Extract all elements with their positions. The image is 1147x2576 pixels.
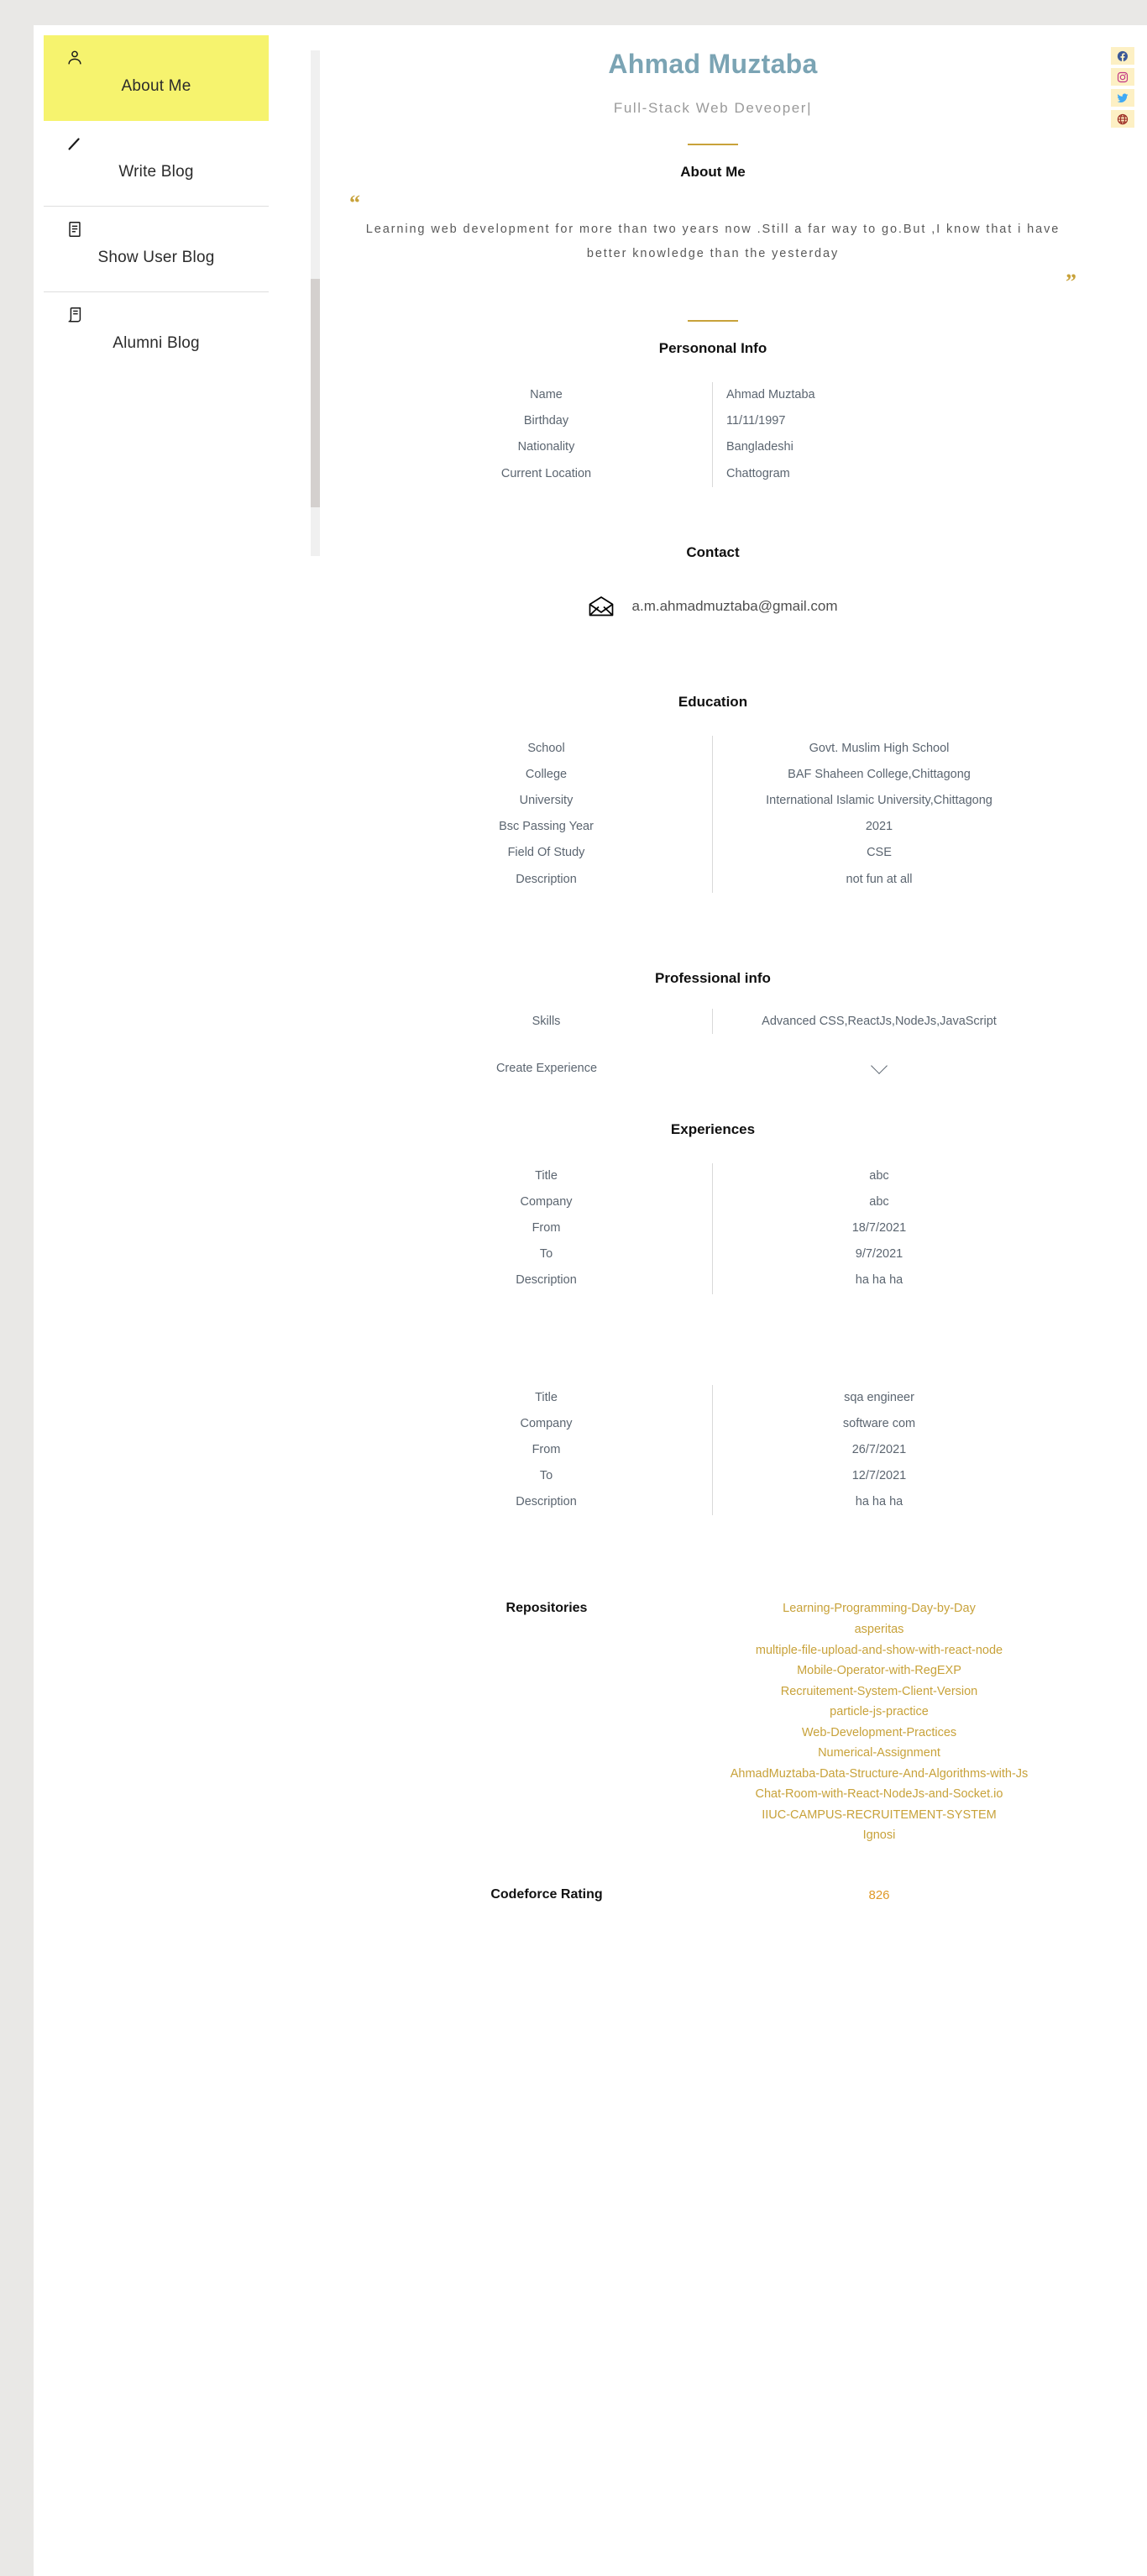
skills-label-cell [394, 1009, 713, 1034]
sidebar-item-label: Show User Blog [97, 249, 215, 266]
personal-info-section-title: Persononal Info [658, 340, 767, 356]
user-icon [65, 49, 84, 67]
experience-item [394, 1163, 1032, 1294]
repository-link[interactable]: Numerical-Assignment [818, 1746, 940, 1760]
contact-row [453, 596, 973, 616]
repository-link[interactable]: Ignosi [862, 1828, 896, 1843]
envelope-icon [589, 596, 614, 616]
create-experience-toggle-cell[interactable] [713, 1056, 1032, 1081]
info-key: From [532, 1442, 561, 1456]
experiences-section-title: Experiences [670, 1120, 756, 1137]
web-globe-icon[interactable] [1111, 110, 1134, 128]
repositories-section [394, 1601, 1032, 1849]
info-value: 26/7/2021 [851, 1442, 907, 1456]
education-values [713, 736, 1032, 893]
quote-close-icon: ” [1066, 270, 1076, 294]
info-key: School [527, 741, 565, 755]
info-value: abc [869, 1194, 889, 1209]
education-keys [394, 736, 713, 893]
info-value: Chattogram [726, 466, 790, 480]
repositories-label: Repositories [505, 1601, 588, 1616]
repository-link[interactable]: AhmadMuztaba-Data-Structure-And-Algorithms-with-Js [730, 1766, 1029, 1781]
sidebar-item-about-me[interactable] [44, 35, 269, 121]
education-table [394, 736, 1032, 893]
repository-link[interactable]: Web-Development-Practices [801, 1725, 957, 1739]
info-key: Bsc Passing Year [499, 820, 594, 834]
info-value: BAF Shaheen College,Chittagong [788, 767, 971, 781]
skills-row [394, 1009, 1032, 1034]
info-value: software com [842, 1416, 916, 1430]
info-value: 12/7/2021 [851, 1469, 907, 1483]
info-key: Title [535, 1390, 558, 1404]
sidebar-item-label: About Me [121, 77, 191, 95]
scroll-icon [65, 306, 84, 324]
sidebar-item-label: Write Blog [118, 163, 194, 181]
personal-info-table [394, 382, 1032, 487]
repository-link[interactable]: Chat-Room-with-React-NodeJs-and-Socket.io [755, 1787, 1003, 1802]
document-icon [65, 220, 84, 239]
info-value: 18/7/2021 [851, 1221, 907, 1236]
info-value: Govt. Muslim High School [809, 741, 950, 755]
info-key: From [532, 1221, 561, 1236]
create-experience-row[interactable] [394, 1056, 1032, 1081]
pencil-icon [65, 134, 84, 153]
info-value: CSE [867, 846, 892, 860]
info-key: College [525, 767, 568, 781]
sidebar [34, 25, 279, 378]
profile-tagline: Full-Stack Web Deveoper| [613, 100, 813, 116]
repository-link[interactable]: Recruitement-System-Client-Version [780, 1684, 978, 1698]
info-key: To [539, 1469, 553, 1483]
quote-open-icon: “ [349, 191, 360, 215]
info-key: Description [516, 872, 577, 886]
experience-values [713, 1385, 1032, 1516]
codeforce-rating-label: Codeforce Rating [490, 1887, 603, 1902]
sidebar-item-alumni-blog[interactable] [44, 292, 269, 378]
info-key: Name [530, 388, 563, 401]
info-value: International Islamic University,Chittagong [766, 794, 992, 808]
repository-link[interactable]: asperitas [854, 1622, 904, 1636]
codeforce-rating-section [394, 1887, 1032, 1902]
personal-info-keys [394, 382, 713, 487]
experience-values [713, 1163, 1032, 1294]
info-key: To [539, 1247, 553, 1262]
repository-link[interactable]: IIUC-CAMPUS-RECRUITEMENT-SYSTEM [762, 1807, 997, 1822]
facebook-icon[interactable] [1111, 47, 1134, 65]
profile-header [279, 25, 1147, 117]
repository-link[interactable]: Learning-Programming-Day-by-Day [783, 1602, 976, 1616]
page-title: Ahmad Muztaba [608, 49, 818, 79]
info-key: Company [520, 1416, 573, 1430]
contact-email[interactable]: a.m.ahmadmuztaba@gmail.com [631, 597, 838, 614]
info-value: sqa engineer [844, 1390, 914, 1404]
repository-link[interactable]: multiple-file-upload-and-show-with-react-node [755, 1643, 1003, 1657]
sidebar-item-write-blog[interactable] [44, 121, 269, 207]
chevron-down-icon[interactable] [871, 1057, 888, 1074]
info-key: Field Of Study [507, 846, 585, 860]
about-me-quote [349, 192, 1076, 293]
info-key: Title [535, 1168, 558, 1183]
skills-value: Advanced CSS,ReactJs,NodeJs,JavaScript [762, 1014, 997, 1028]
contact-section-title: Contact [686, 543, 740, 560]
info-value: ha ha ha [855, 1273, 903, 1288]
social-links-rail [1111, 47, 1134, 131]
about-me-text: Learning web development for more than two years now .Still a far way to go.But ,I know that i have better knowledge than the yesterday [365, 223, 1061, 260]
create-experience-label: Create Experience [495, 1061, 598, 1075]
skills-label: Skills [532, 1014, 561, 1028]
info-value: not fun at all [846, 872, 913, 886]
info-key: University [519, 794, 574, 808]
professional-info-section-title: Professional info [655, 969, 771, 986]
repository-link[interactable]: Mobile-Operator-with-RegEXP [797, 1664, 961, 1678]
info-value: ha ha ha [855, 1495, 903, 1509]
main-content [279, 25, 1147, 1902]
repositories-list [713, 1601, 1032, 1849]
divider-rule-bottom [688, 320, 738, 322]
app-window [34, 25, 1147, 2576]
sidebar-item-show-user-blog[interactable] [44, 207, 269, 292]
info-value: abc [869, 1168, 889, 1183]
divider-rule-top [688, 144, 738, 145]
info-value: Bangladeshi [726, 440, 793, 454]
instagram-icon[interactable] [1111, 68, 1134, 86]
repository-link[interactable]: particle-js-practice [830, 1705, 929, 1719]
experience-keys [394, 1163, 713, 1294]
sidebar-item-label: Alumni Blog [113, 334, 200, 352]
experience-keys [394, 1385, 713, 1516]
info-key: Description [516, 1273, 577, 1288]
info-key: Current Location [500, 466, 592, 480]
info-value: 2021 [865, 820, 893, 834]
codeforce-rating-value: 826 [868, 1887, 890, 1902]
info-key: Birthday [523, 414, 569, 428]
skills-value-cell [713, 1009, 1032, 1034]
info-key: Description [516, 1495, 577, 1509]
info-key: Company [520, 1194, 573, 1209]
info-value: Ahmad Muztaba [726, 388, 815, 401]
personal-info-values [713, 382, 1032, 487]
twitter-icon[interactable] [1111, 89, 1134, 107]
info-value: 9/7/2021 [855, 1247, 903, 1262]
experience-item [394, 1385, 1032, 1516]
education-section-title: Education [678, 693, 748, 710]
info-value: 11/11/1997 [726, 414, 786, 428]
info-key: Nationality [517, 440, 575, 454]
create-experience-label-cell [394, 1056, 713, 1081]
about-me-section-title: About Me [680, 164, 746, 180]
